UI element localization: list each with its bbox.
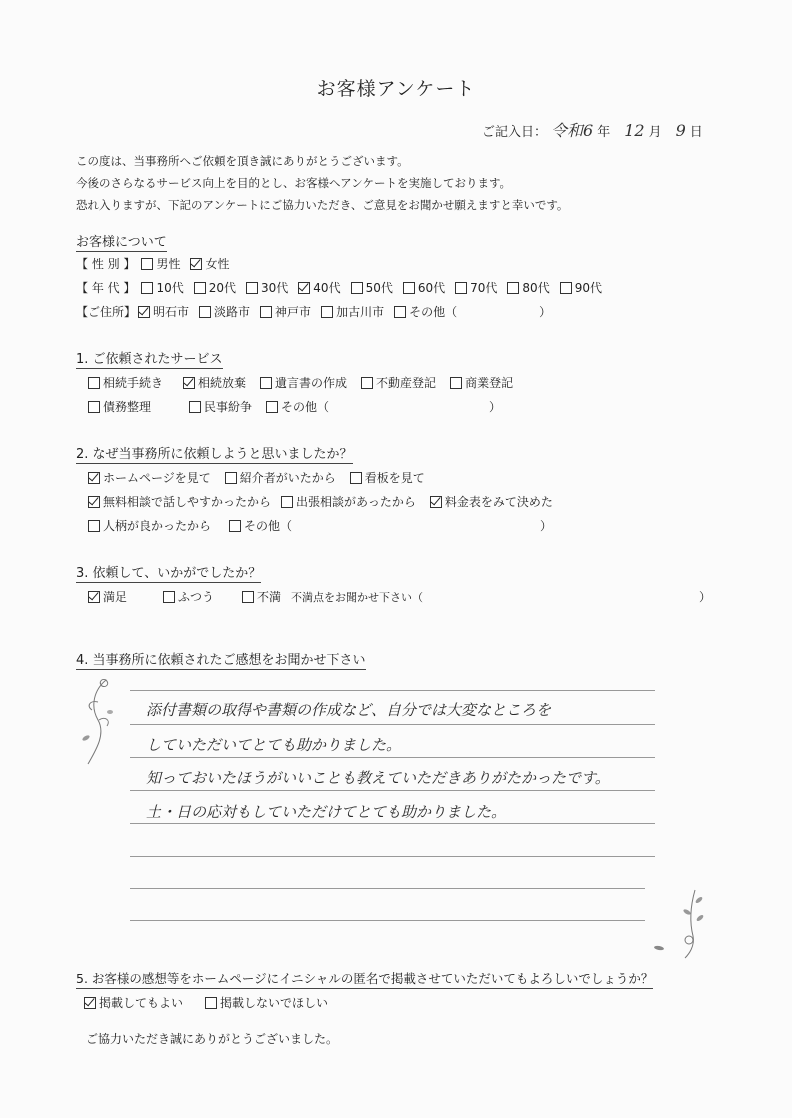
q3-row [88,588,711,605]
age-option[interactable] [298,279,340,296]
checkbox[interactable] [260,306,272,318]
age-option[interactable] [351,279,393,296]
checkbox-checked[interactable] [88,591,100,603]
answer-rule [130,724,655,725]
checkbox-checked[interactable] [183,377,195,389]
checkbox[interactable] [350,472,362,484]
option-label: 男性 [156,257,181,271]
q3-dissatisfied-prompt: 不満点をお聞かせ下さい（ [291,590,424,604]
date-field [482,118,703,141]
intro-line-3: 恐れ入りますが、下記のアンケートにご協力いただき、ご意見をお聞かせ願えますと幸いです。 [76,198,569,212]
q2-option[interactable] [430,493,553,510]
option-label: 満足 [103,590,128,604]
residence-close-paren: ） [539,305,552,319]
option-label: 10代 [156,281,184,295]
q5-row [84,994,338,1011]
q2-option[interactable] [281,493,416,510]
answer-rule [130,856,655,857]
checkbox[interactable] [225,472,237,484]
age-option[interactable] [246,279,288,296]
customer-heading: お客様について [76,231,167,252]
age-option[interactable] [507,279,549,296]
answer-rule [130,790,655,791]
checkbox-checked[interactable] [88,496,100,508]
q2-option[interactable] [88,517,211,534]
gender-label: 【 性 別 】 [76,257,136,271]
checkbox[interactable] [163,591,175,603]
option-label: 遺言書の作成 [275,376,348,390]
checkbox[interactable] [560,282,572,294]
age-row [76,279,612,296]
q2-heading: 2. なぜ当事務所に依頼しようと思いましたか？ [76,443,353,464]
answer-line-3[interactable]: 知っておいたほうがいいことも教えていただきありがたかったです。 [146,769,610,787]
age-option[interactable] [141,279,183,296]
q2-close-paren: ） [540,519,553,533]
checkbox[interactable] [194,282,206,294]
option-label: 40代 [313,281,341,295]
option-label: 明石市 [153,305,190,319]
q2-row-2 [88,493,563,510]
checkbox[interactable] [242,591,254,603]
date-label: ご記入日： [482,125,548,140]
checkbox[interactable] [189,401,201,413]
checkbox[interactable] [88,401,100,413]
q3-heading: 3. 依頼して、いかがでしたか？ [76,562,261,583]
option-label: 出張相談があったから [296,495,416,509]
residence-row [76,303,551,320]
q2-option-other[interactable] [229,517,292,534]
q1-option[interactable] [450,374,513,391]
age-option[interactable] [403,279,445,296]
residence-option-other[interactable] [394,303,457,320]
date-day-unit: 日 [689,125,703,140]
option-label: 70代 [470,281,498,295]
q2-row-3 [88,517,552,534]
checkbox[interactable] [141,258,153,270]
option-label: 加古川市 [336,305,385,319]
q1-option[interactable] [260,374,347,391]
date-era[interactable]: 令和6 [551,121,594,140]
option-label: 看板を見て [364,471,425,485]
checkbox[interactable] [351,282,363,294]
option-label: 60代 [417,281,446,295]
residence-option[interactable] [138,303,189,320]
q1-option[interactable] [88,398,151,415]
q1-close-paren: ） [489,400,502,414]
page-title: お客様アンケート [316,78,476,100]
q1-option[interactable] [189,398,252,415]
checkbox[interactable] [455,282,467,294]
answer-rule [130,757,655,758]
intro-line-1: この度は、当事務所へご依頼を頂き誠にありがとうございます。 [76,154,409,168]
gender-option[interactable] [190,255,229,272]
answer-rule [130,823,655,824]
date-month-unit: 月 [648,125,662,140]
option-label: その他（ [244,519,293,533]
option-label: 相続手続き [103,376,164,390]
q2-option[interactable] [350,469,425,486]
date-year-unit: 年 [597,125,611,140]
q2-option[interactable] [225,469,336,486]
residence-option[interactable] [321,303,384,320]
q1-option[interactable] [361,374,436,391]
answer-rule [130,920,645,921]
intro-line-2: 今後のさらなるサービス向上を目的とし、お客様へアンケートを実施しております。 [76,176,512,190]
checkbox[interactable] [260,377,272,389]
option-label: その他（ [409,305,458,319]
q2-row-1 [88,469,435,486]
option-label: 50代 [365,281,393,295]
gender-option[interactable] [141,255,180,272]
option-label: その他（ [281,400,330,414]
checkbox[interactable] [361,377,373,389]
option-label: 債務整理 [103,400,152,414]
checkbox[interactable] [88,377,100,389]
option-label: 料金表をみて決めた [444,495,553,509]
q1-heading: 1. ご依頼されたサービス [76,348,223,369]
q1-option-other[interactable] [266,398,329,415]
residence-option[interactable] [199,303,250,320]
option-label: 90代 [574,281,602,295]
option-label: 人柄が良かったから [103,519,212,533]
option-label: 紹介者がいたから [239,471,336,485]
option-label: 20代 [208,281,237,295]
age-option[interactable] [194,279,236,296]
checkbox[interactable] [266,401,278,413]
option-label: 掲載しないでほしい [220,996,329,1010]
answer-rule [130,888,645,889]
residence-label: 【ご住所】 [76,305,137,319]
checkbox[interactable] [507,282,519,294]
q3-option[interactable] [242,588,281,605]
date-day[interactable]: 9 [675,121,686,140]
option-label: 無料相談で話しやすかったから [103,495,272,509]
option-label: 掲載してもよい [99,996,184,1010]
option-label: 民事紛争 [204,400,253,414]
age-option[interactable] [455,279,497,296]
checkbox[interactable] [321,306,333,318]
checkbox[interactable] [246,282,258,294]
checkbox-checked[interactable] [84,997,96,1009]
vine-decoration-icon [645,884,715,964]
answer-line-4[interactable]: 土・日の応対もしていただけてとても助かりました。 [146,803,507,821]
q3-close-paren: ） [699,590,712,604]
option-label: 神戸市 [275,305,312,319]
option-label: 30代 [261,281,289,295]
checkbox-checked[interactable] [138,306,150,318]
option-label: 不満 [257,590,282,604]
checkbox[interactable] [403,282,415,294]
q1-option[interactable] [88,374,163,391]
q2-option[interactable] [88,493,271,510]
residence-option[interactable] [260,303,311,320]
q5-option[interactable] [205,994,328,1011]
checkbox-checked[interactable] [298,282,310,294]
option-label: ホームページを見て [103,471,211,485]
q1-row-2 [88,398,501,415]
q5-option[interactable] [84,994,183,1011]
closing-message: ご協力いただき誠にありがとうございました。 [86,1032,339,1046]
option-label: 商業登記 [465,376,514,390]
checkbox-checked[interactable] [190,258,202,270]
age-label: 【 年 代 】 [76,281,136,295]
checkbox[interactable] [394,306,406,318]
q1-row-1 [88,374,523,391]
q5-heading: 5. お客様の感想等をホームページにイニシャルの匿名で掲載させていただいてもよろしいでしょうか？ [76,969,653,989]
checkbox[interactable] [205,997,217,1009]
q3-option[interactable] [88,588,127,605]
checkbox[interactable] [141,282,153,294]
checkbox[interactable] [450,377,462,389]
option-label: ふつう [178,590,215,604]
checkbox[interactable] [88,520,100,532]
option-label: 相続放棄 [198,376,247,390]
q1-option[interactable] [183,374,246,391]
date-month[interactable]: 12 [624,121,645,140]
q3-option[interactable] [163,588,214,605]
q4-heading: 4. 当事務所に依頼されたご感想をお聞かせ下さい [76,649,366,670]
answer-rule [130,690,655,691]
answer-line-2[interactable]: していただいてとても助かりました。 [146,736,402,754]
checkbox[interactable] [281,496,293,508]
option-label: 淡路市 [214,305,251,319]
checkbox-checked[interactable] [88,472,100,484]
checkbox[interactable] [229,520,241,532]
option-label: 不動産登記 [376,376,437,390]
option-label: 女性 [205,257,230,271]
q2-option[interactable] [88,469,211,486]
gender-row [76,255,239,272]
age-option[interactable] [560,279,602,296]
vine-decoration-icon [76,672,126,772]
option-label: 80代 [522,281,550,295]
checkbox-checked[interactable] [430,496,442,508]
answer-line-1[interactable]: 添付書類の取得や書類の作成など、自分では大変なところを [146,701,552,719]
checkbox[interactable] [199,306,211,318]
